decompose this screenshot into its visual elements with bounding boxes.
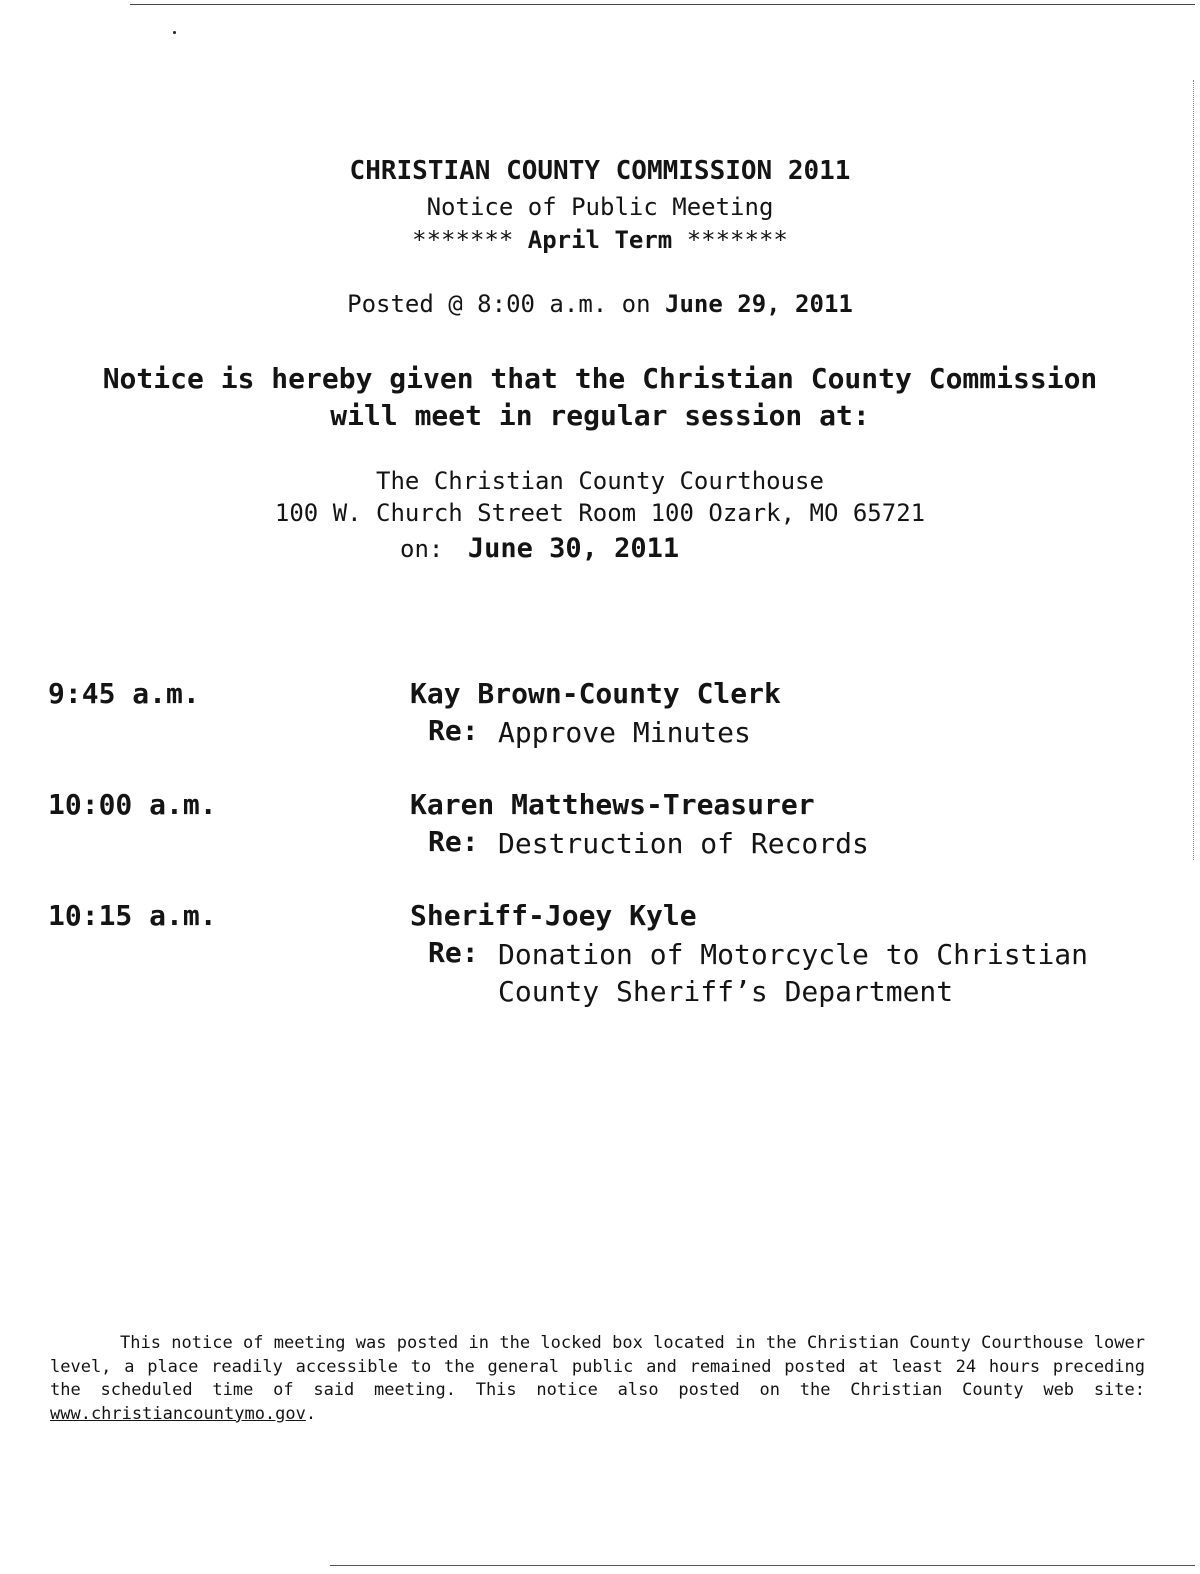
regarding-text: Donation of Motorcycle to Christian County Sheriff’s Department xyxy=(498,938,1089,1008)
agenda-regarding xyxy=(428,714,751,751)
meeting-date-label: on: xyxy=(400,535,444,563)
regarding-label: Re: xyxy=(428,936,479,969)
agenda-time: 10:00 a.m. xyxy=(48,788,217,821)
term-label: April Term xyxy=(527,226,673,254)
regarding-text: Destruction of Records xyxy=(498,827,869,860)
posted-line xyxy=(0,290,1200,318)
notice-line-1: Notice is hereby given that the Christian County Commission xyxy=(102,362,1098,395)
county-website-link[interactable]: www.christiancountymo.gov xyxy=(50,1403,306,1424)
term-prefix: ******* xyxy=(412,226,514,254)
posting-certification xyxy=(50,1332,1145,1426)
notice-line-2: will meet in regular session at: xyxy=(330,399,870,432)
agenda-regarding xyxy=(428,936,1088,1010)
agenda-presenter: Kay Brown-County Clerk xyxy=(410,677,781,710)
regarding-text: Approve Minutes xyxy=(498,716,751,749)
scan-edge-line-top xyxy=(130,4,1195,5)
location-address: 100 W. Church Street Room 100 Ozark, MO 65721 xyxy=(274,499,926,527)
agenda-time: 10:15 a.m. xyxy=(48,899,217,932)
agenda-regarding xyxy=(428,825,869,862)
footer-period: . xyxy=(305,1403,317,1424)
document-title: CHRISTIAN COUNTY COMMISSION 2011 xyxy=(349,156,851,186)
notice-statement xyxy=(0,360,1200,434)
regarding-label: Re: xyxy=(428,825,479,858)
term-line xyxy=(0,226,1200,254)
posted-date: June 29, 2011 xyxy=(665,290,853,318)
location-name: The Christian County Courthouse xyxy=(376,467,824,495)
posting-certification-text: This notice of meeting was posted in the locked box located in the Christian County Courthouse lower level, a place readily accessible to the general public and remained posted at least 24 hours preceding the scheduled time of said meeting. This notice also posted on the Christian County web site: xyxy=(50,1333,1145,1400)
meeting-date-line xyxy=(400,533,679,564)
posted-prefix: Posted @ 8:00 a.m. on xyxy=(347,290,651,318)
regarding-label: Re: xyxy=(428,714,479,747)
term-suffix: ******* xyxy=(686,226,788,254)
agenda-presenter: Sheriff-Joey Kyle xyxy=(410,899,697,932)
document-subtitle: Notice of Public Meeting xyxy=(426,193,774,221)
scan-edge-line-bottom xyxy=(330,1565,1195,1566)
agenda-presenter: Karen Matthews-Treasurer xyxy=(410,788,815,821)
scan-speck xyxy=(173,31,176,34)
meeting-date: June 30, 2011 xyxy=(467,533,680,564)
agenda-time: 9:45 a.m. xyxy=(48,677,200,710)
